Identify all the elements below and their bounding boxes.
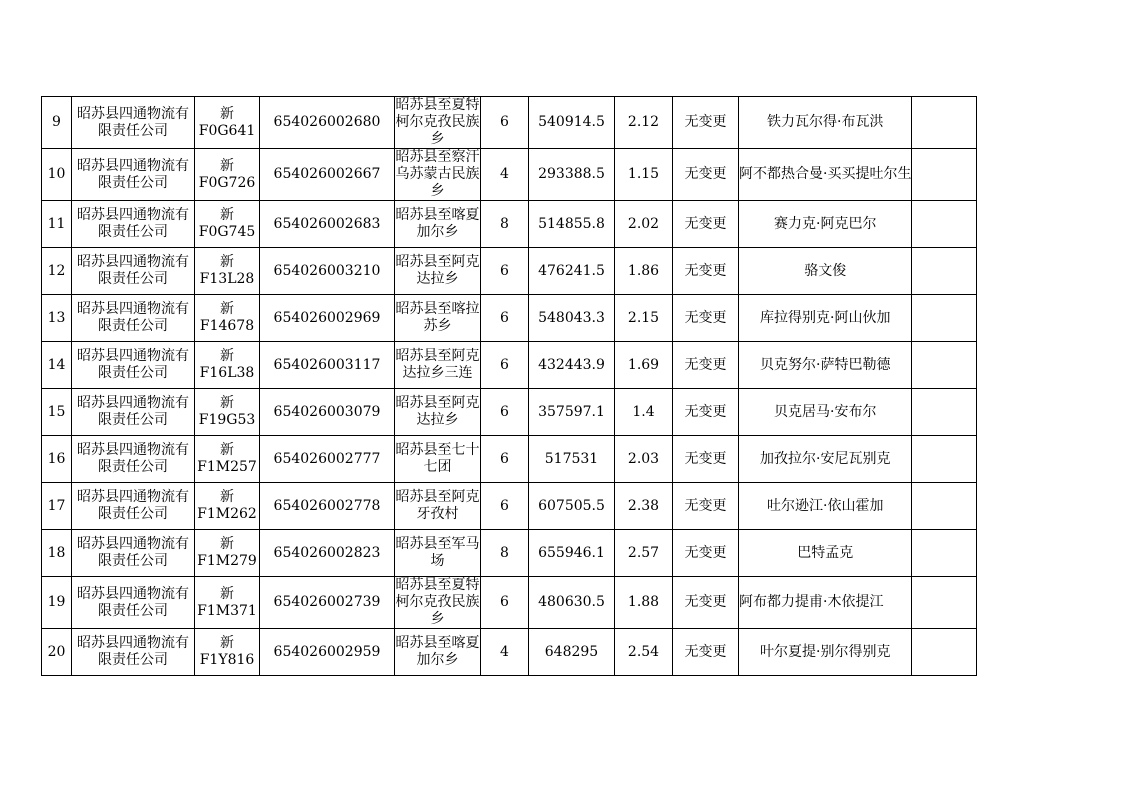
row-number: 15: [42, 389, 72, 436]
amount: 480630.5: [529, 577, 615, 629]
route: 昭苏县至军马场: [395, 530, 481, 577]
row-number: 19: [42, 577, 72, 629]
seats: 6: [481, 248, 529, 295]
route: 昭苏县至喀夏加尔乡: [395, 629, 481, 676]
plate-number: 新F13L28: [195, 248, 260, 295]
owner-name: [739, 530, 912, 577]
amount: 540914.5: [529, 97, 615, 149]
blank-cell: [912, 577, 977, 629]
owner-name-text: 加孜拉尔·安尼瓦别克: [760, 450, 891, 467]
permit-id: 654026002683: [260, 201, 395, 248]
owner-name-text: 贝克努尔·萨特巴勒德: [760, 356, 891, 373]
ratio: 1.88: [615, 577, 673, 629]
ratio: 2.38: [615, 483, 673, 530]
owner-name-text: 巴特孟克: [797, 544, 854, 561]
blank-cell: [912, 389, 977, 436]
route: 昭苏县至察汗乌苏蒙古民族乡: [395, 149, 480, 199]
plate-number: 新F1M262: [195, 483, 260, 530]
plate-number: 新F19G53: [195, 389, 260, 436]
amount: 655946.1: [529, 530, 615, 577]
owner-name-text: 贝克居马·安布尔: [774, 403, 877, 420]
permit-id: 654026002959: [260, 629, 395, 676]
owner-name: [739, 577, 912, 629]
ratio: 1.4: [615, 389, 673, 436]
row-number: 18: [42, 530, 72, 577]
company-name: 昭苏县四通物流有限责任公司: [72, 342, 195, 389]
table-row: [42, 201, 977, 248]
seats: 4: [481, 629, 529, 676]
company-name: 昭苏县四通物流有限责任公司: [72, 201, 195, 248]
route: 昭苏县至阿克牙孜村: [395, 483, 481, 530]
route: 昭苏县至夏特柯尔克孜民族乡: [395, 577, 480, 627]
owner-name: [739, 629, 912, 676]
table-row: [42, 436, 977, 483]
plate-number: 新F1M257: [195, 436, 260, 483]
company-name: 昭苏县四通物流有限责任公司: [72, 629, 195, 676]
company-name: 昭苏县四通物流有限责任公司: [72, 248, 195, 295]
company-name: 昭苏县四通物流有限责任公司: [72, 295, 195, 342]
row-number: 16: [42, 436, 72, 483]
seats: 6: [481, 295, 529, 342]
row-number: 20: [42, 629, 72, 676]
permit-id: 654026002969: [260, 295, 395, 342]
table-row: [42, 389, 977, 436]
permit-id: 654026002778: [260, 483, 395, 530]
blank-cell: [912, 629, 977, 676]
blank-cell: [912, 97, 977, 149]
blank-cell: [912, 483, 977, 530]
route: 昭苏县至阿克达拉乡三连: [395, 342, 481, 389]
table-row: [42, 530, 977, 577]
change-status: 无变更: [673, 629, 739, 676]
change-status: 无变更: [673, 342, 739, 389]
row-number: 9: [42, 97, 72, 149]
ratio: 2.12: [615, 97, 673, 149]
table-row: [42, 97, 977, 149]
company-name: 昭苏县四通物流有限责任公司: [72, 577, 195, 629]
amount: 293388.5: [529, 149, 615, 201]
table-row: [42, 295, 977, 342]
amount: 548043.3: [529, 295, 615, 342]
owner-name: [739, 201, 912, 248]
owner-name: [739, 389, 912, 436]
company-name: 昭苏县四通物流有限责任公司: [72, 149, 195, 201]
amount: 607505.5: [529, 483, 615, 530]
ratio: 1.15: [615, 149, 673, 201]
amount: 432443.9: [529, 342, 615, 389]
table-row: [42, 342, 977, 389]
plate-number: 新F0G641: [195, 97, 260, 149]
ratio: 2.02: [615, 201, 673, 248]
owner-name-text: 骆文俊: [804, 262, 847, 279]
blank-cell: [912, 201, 977, 248]
permit-id: 654026003079: [260, 389, 395, 436]
owner-name-text: 库拉得别克·阿山伙加: [760, 309, 891, 326]
change-status: 无变更: [673, 201, 739, 248]
ratio: 2.54: [615, 629, 673, 676]
owner-name-text: 铁力瓦尔得·布瓦洪: [767, 114, 884, 130]
permit-id: 654026002777: [260, 436, 395, 483]
table-row: [42, 629, 977, 676]
seats: 6: [481, 97, 529, 149]
table-row: [42, 248, 977, 295]
ratio: 2.15: [615, 295, 673, 342]
change-status: 无变更: [673, 530, 739, 577]
row-number: 13: [42, 295, 72, 342]
table-body: [42, 97, 977, 676]
seats: 6: [481, 389, 529, 436]
permit-id: 654026003117: [260, 342, 395, 389]
owner-name-text: 吐尔逊江·依山霍加: [767, 497, 884, 514]
company-name: 昭苏县四通物流有限责任公司: [72, 389, 195, 436]
change-status: 无变更: [673, 149, 739, 201]
row-number: 11: [42, 201, 72, 248]
route: 昭苏县至阿克达拉乡: [395, 248, 481, 295]
permit-id: 654026002680: [260, 97, 395, 149]
blank-cell: [912, 436, 977, 483]
amount: 648295: [529, 629, 615, 676]
vehicle-table: [41, 96, 977, 676]
seats: 8: [481, 201, 529, 248]
ratio: 2.03: [615, 436, 673, 483]
row-number: 14: [42, 342, 72, 389]
owner-name-text: 叶尔夏提·别尔得别克: [760, 643, 891, 660]
row-number: 12: [42, 248, 72, 295]
owner-name: [739, 97, 912, 149]
owner-name: [739, 342, 912, 389]
owner-name-text: 阿布都力提甫·木依提江: [739, 594, 884, 610]
company-name: 昭苏县四通物流有限责任公司: [72, 530, 195, 577]
company-name: 昭苏县四通物流有限责任公司: [72, 436, 195, 483]
owner-name-text: 阿不都热合曼·买买提吐尔生: [739, 166, 912, 182]
amount: 476241.5: [529, 248, 615, 295]
plate-number: 新F0G726: [195, 149, 260, 201]
change-status: 无变更: [673, 436, 739, 483]
route: 昭苏县至喀夏加尔乡: [395, 201, 481, 248]
plate-number: 新F1M371: [195, 577, 260, 629]
amount: 357597.1: [529, 389, 615, 436]
permit-id: 654026002739: [260, 577, 395, 629]
seats: 4: [481, 149, 529, 201]
company-name: 昭苏县四通物流有限责任公司: [72, 97, 195, 149]
owner-name: [739, 149, 912, 201]
amount: 517531: [529, 436, 615, 483]
plate-number: 新F1Y816: [195, 629, 260, 676]
company-name: 昭苏县四通物流有限责任公司: [72, 483, 195, 530]
plate-number: 新F1M279: [195, 530, 260, 577]
ratio: 1.69: [615, 342, 673, 389]
blank-cell: [912, 149, 977, 201]
row-number: 17: [42, 483, 72, 530]
ratio: 2.57: [615, 530, 673, 577]
route: 昭苏县至夏特柯尔克孜民族乡: [395, 97, 480, 147]
amount: 514855.8: [529, 201, 615, 248]
owner-name-text: 赛力克·阿克巴尔: [774, 215, 877, 232]
table-row: [42, 149, 977, 201]
route: 昭苏县至七十七团: [395, 436, 481, 483]
blank-cell: [912, 295, 977, 342]
change-status: 无变更: [673, 97, 739, 149]
plate-number: 新F16L38: [195, 342, 260, 389]
permit-id: 654026002667: [260, 149, 395, 201]
row-number: 10: [42, 149, 72, 201]
route: 昭苏县至喀拉苏乡: [395, 295, 481, 342]
change-status: 无变更: [673, 483, 739, 530]
route: 昭苏县至阿克达拉乡: [395, 389, 481, 436]
permit-id: 654026003210: [260, 248, 395, 295]
owner-name: [739, 295, 912, 342]
seats: 6: [481, 342, 529, 389]
owner-name: [739, 483, 912, 530]
blank-cell: [912, 342, 977, 389]
seats: 6: [481, 577, 529, 629]
table-row: [42, 483, 977, 530]
plate-number: 新F0G745: [195, 201, 260, 248]
seats: 8: [481, 530, 529, 577]
plate-number: 新F14678: [195, 295, 260, 342]
blank-cell: [912, 248, 977, 295]
seats: 6: [481, 483, 529, 530]
change-status: 无变更: [673, 295, 739, 342]
seats: 6: [481, 436, 529, 483]
change-status: 无变更: [673, 248, 739, 295]
owner-name: [739, 436, 912, 483]
permit-id: 654026002823: [260, 530, 395, 577]
blank-cell: [912, 530, 977, 577]
table-row: [42, 577, 977, 629]
owner-name: [739, 248, 912, 295]
change-status: 无变更: [673, 389, 739, 436]
change-status: 无变更: [673, 577, 739, 629]
ratio: 1.86: [615, 248, 673, 295]
